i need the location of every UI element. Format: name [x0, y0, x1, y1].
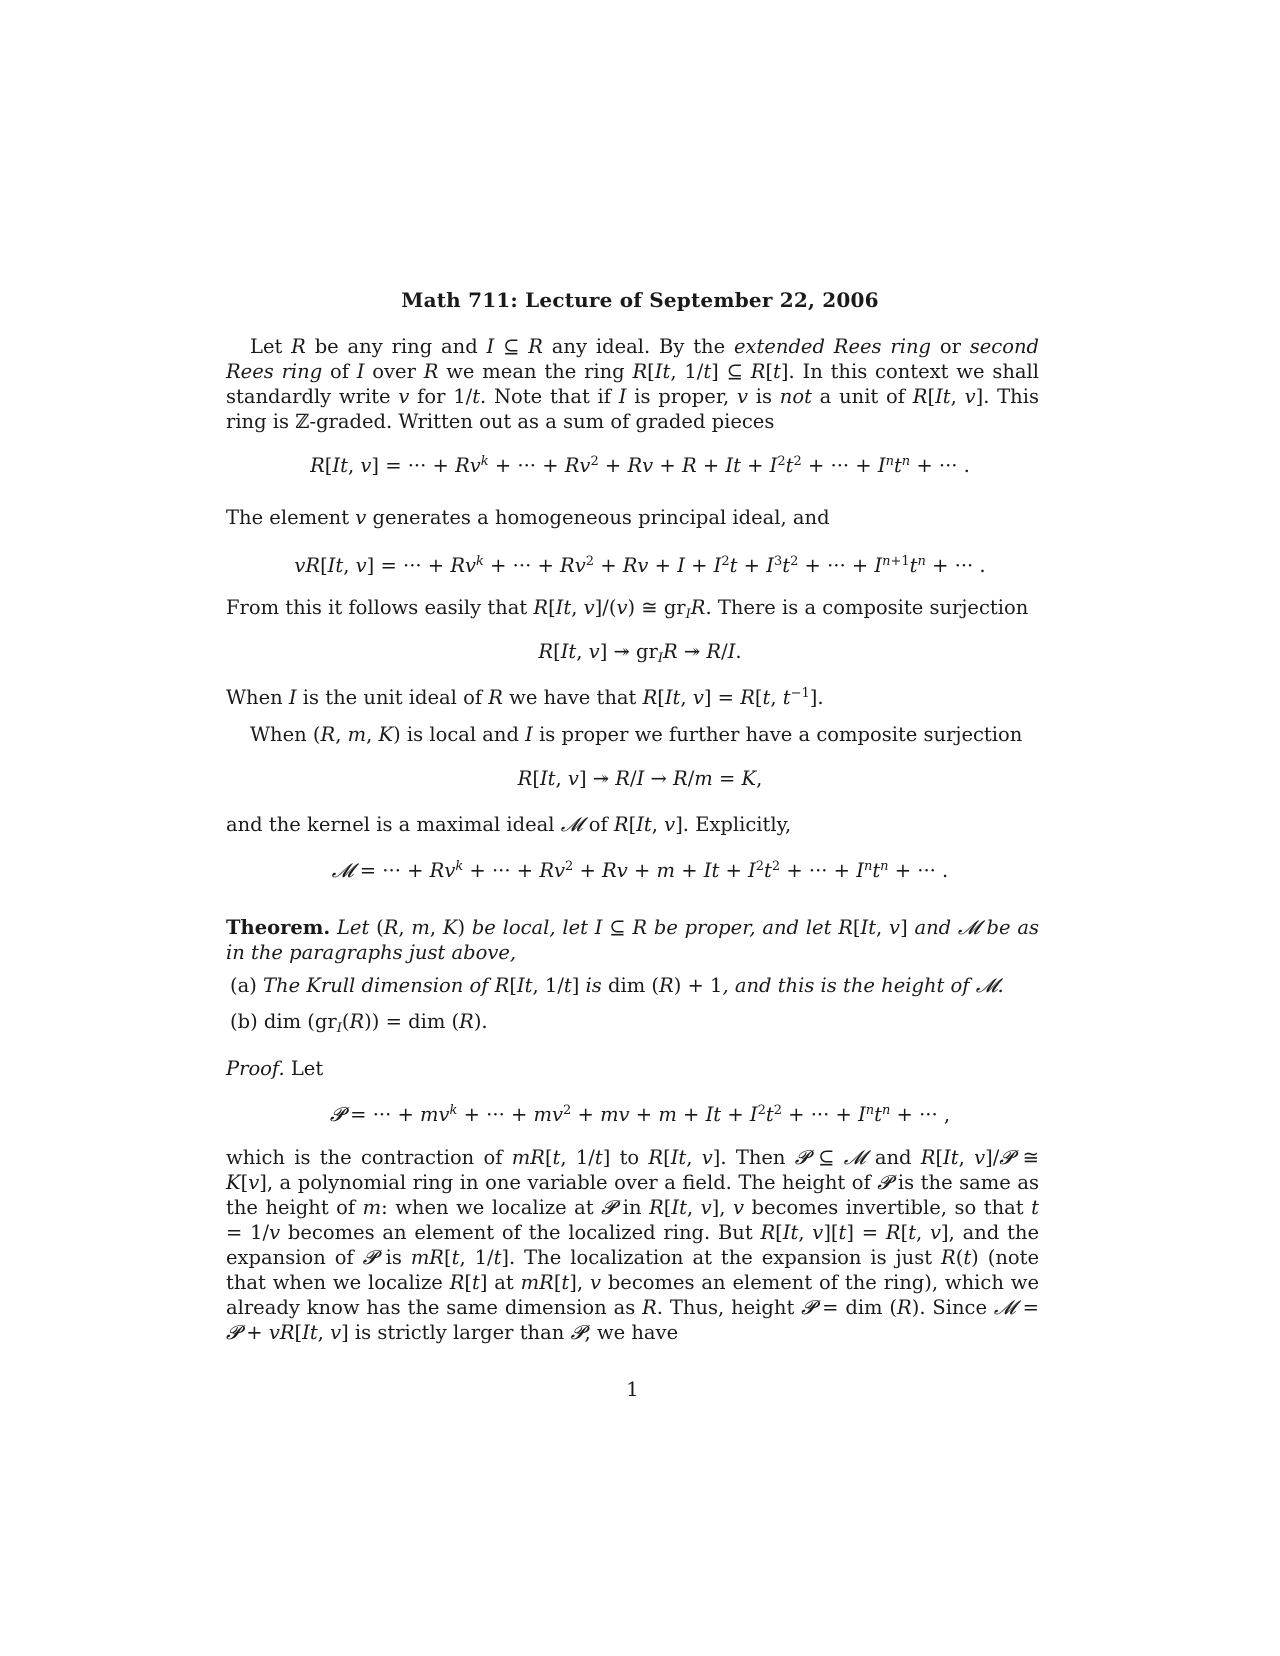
paragraph-local-case: When (R, m, K) is local and I is proper we further have a composite surjection: [250, 723, 1023, 746]
proof-let: Let: [290, 1057, 324, 1080]
equation-maximal-ideal: 𝓜 = ··· + $Rv^k$ + ··· + $Rv^2 + Rv + m + It + I^2t^2$ + ··· + $I^nt^n$ + ··· .: [331, 859, 949, 882]
theorem-item-b: (b) dim $(gr_I(R))$ = dim (R).: [230, 1010, 488, 1036]
theorem-label: Theorem.: [226, 916, 331, 939]
equation-surjection-residue: R[It, v] ↠ R/I → R/m = K,: [517, 767, 763, 790]
paragraph-quotient: From this it follows easily that R[It, v]/(v) ≅ $gr_IR$. There is a composite surjection: [226, 596, 1029, 622]
paragraph-maximal-ideal: and the kernel is a maximal ideal 𝓜 of R[It, v]. Explicitly,: [226, 813, 792, 836]
page-title: Math 711: Lecture of September 22, 2006: [401, 288, 879, 312]
equation-prime-p: 𝓟 = ··· + $mv^k$ + ··· + $mv^2$ + mv + $m + It + I^2t^2$ + ··· + $I^nt^n$ + ··· ,: [329, 1103, 951, 1126]
proof-body: which is the contraction of mR[t, 1/t] to R[It, v]. Then 𝓟 ⊆ 𝓜 and R[It, v]/𝓟 ≅ K[v], a polynomial ring in one variable over a field. The height of 𝓟 is the same as the height of m: when we localize at 𝓟 in R[It, v], v becomes invertible, so that t = 1/v becomes an element of the localized ring. But R[It, v][t] = R[t, v], and the expansion of 𝓟 is mR[t, 1/t]. The localization at the expansion is just R(t) (note that when we localize R[t] at mR[t], v becomes an element of the ring), which we already know has the same dimension as R. Thus, height 𝓟 = dim (R). Since 𝓜 = 𝓟 + vR[It, v] is strictly larger than 𝓟, we have: [226, 1146, 1040, 1344]
equation-v-ideal: vR[It, v] = ··· + $Rv^k$ + ··· + $Rv^2 + Rv + I + I^2t + I^3t^2$ + ··· + $I^{n+1}t^n$ + ··· .: [294, 554, 986, 577]
equation-extended-rees: R[It, v] = ··· + $Rv^k$ + ··· + $Rv^2 + Rv + R + It + I^2t^2$ + ··· + $I^nt^n$ + ··· .: [310, 454, 970, 477]
intro-paragraph: Let R be any ring and I ⊆ R any ideal. By the extended Rees ring or second Rees ring of I over R we mean the ring R[It, 1/t] ⊆ R[t]. In this context we shall standardly write v for 1/t. Note that if I is proper, v is not a unit of R[It, v]. This ring is ℤ-graded. Written out as a sum of graded pieces: [226, 335, 1039, 433]
page-number: 1: [626, 1378, 639, 1401]
paragraph-unit-ideal: When I is the unit ideal of R we have that R[It, v] = R[t, $t^{-1}$].: [226, 686, 824, 709]
paragraph-principal-ideal: The element v generates a homogeneous principal ideal, and: [226, 506, 830, 529]
theorem-item-a: (a) The Krull dimension of R[It, 1/t] is dim (R) + 1, and this is the height of 𝓜.: [230, 974, 1004, 997]
equation-surjection-gr: R[It, v] ↠ $gr_IR$ ↠ R/I.: [538, 640, 742, 666]
theorem-statement: Theorem. Let (R, m, K) be local, let I ⊆ R be proper, and let R[It, v] and 𝓜 be as in the paragraphs just above,: [226, 916, 1039, 964]
proof-label: Proof.: [226, 1057, 285, 1080]
proof-start: [226, 1056, 1039, 1081]
